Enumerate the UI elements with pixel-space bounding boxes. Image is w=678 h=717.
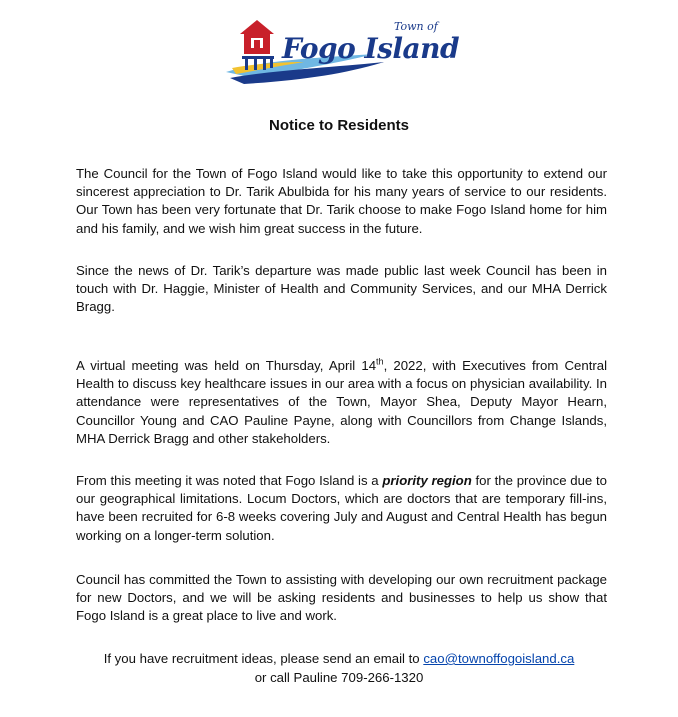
paragraph-departure: Since the news of Dr. Tarik’s departure was made public last week Council has been in touch with Dr. Haggie, Minister of Health and Community Services, and our MHA Derrick Bragg.: [76, 263, 607, 315]
contact-email-prefix: If you have recruitment ideas, please send an email to: [103, 651, 424, 666]
paragraph-recruitment-package: Council has committed the Town to assisting with developing our own recruitment package for new Doctors, and we will be asking residents and businesses to help us show that Fogo Island is a great place to live and work.: [76, 572, 607, 624]
paragraph-priority-region: [76, 472, 607, 545]
logo-town-of: Town of: [394, 20, 438, 33]
paragraph-virtual-meeting: [76, 357, 607, 448]
priority-text-start: From this meeting it was noted that Fogo Island is a: [76, 473, 383, 488]
town-logo: [224, 18, 470, 86]
priority-text-end: for the province due to our geographical limitations. Locum Doctors, which are doctors that are temporary fill-ins, have been recruited for 6-8 weeks covering July and August and Central Health has begun working on a longer-term solution.: [76, 473, 607, 543]
meeting-text-end: , 2022, with Executives from Central Health to discuss key healthcare issues in our area with a focus on physician availability. In attendance were representatives of the Town, Mayor Shea, Deputy Mayor Hearn, Councillor Young and CAO Pauline Payne, along with Councillors from Change Islands, MHA Derrick Bragg and other stakeholders.: [76, 358, 608, 446]
meeting-text-start: A virtual meeting was held on Thursday, April 14: [76, 358, 377, 373]
contact-block: [0, 650, 678, 687]
logo-wordmark: Fogo Island: [282, 32, 460, 65]
contact-email-line: [0, 650, 678, 669]
paragraph-appreciation: The Council for the Town of Fogo Island would like to take this opportunity to extend our sincerest appreciation to Dr. Tarik Abulbida for his many years of service to our residents. Our Town has been very fortunate that Dr. Tarik choose to make Fogo Island home for him and his family, and we wish him great success in the future.: [76, 166, 607, 236]
page-title: Notice to Residents: [268, 117, 410, 134]
contact-phone-line: or call Pauline 709-266-1320: [254, 669, 424, 685]
email-link[interactable]: cao@townoffogoisland.ca: [423, 651, 575, 666]
priority-region-emphasis: priority region: [382, 473, 472, 488]
ordinal-suffix: th: [376, 356, 384, 367]
